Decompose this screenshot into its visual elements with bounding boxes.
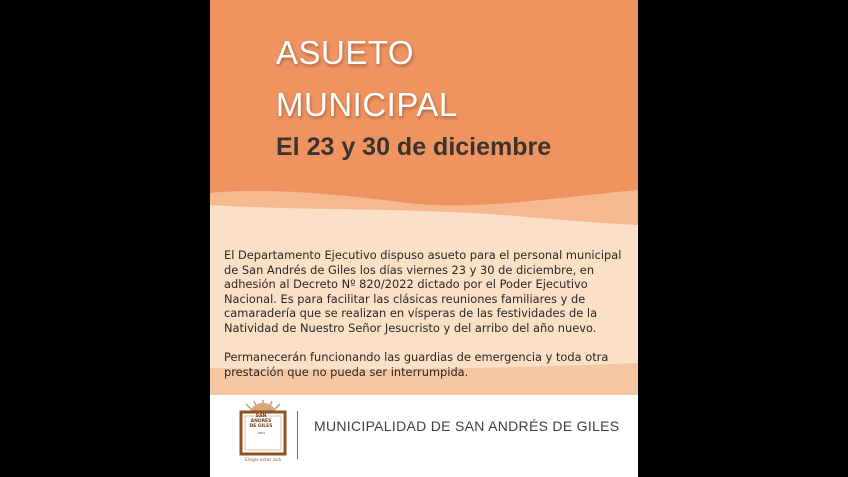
municipal-sun-logo [232, 398, 294, 470]
body-line: Nacional. Es para facilitar las clásicas reuniones familiares y de [224, 291, 586, 306]
headline-subtitle: El 23 y 30 de diciembre [276, 133, 552, 161]
logo-line: DE GILES [249, 424, 273, 429]
body-paragraph-2 [224, 350, 636, 379]
footer-bar [210, 395, 638, 477]
body-paragraph-1 [224, 248, 636, 336]
logo-line: SAN [255, 414, 267, 419]
municipality-name: MUNICIPALIDAD DE SAN ANDRÉS DE GILES [314, 418, 620, 434]
logo-line: ANDRÉS [250, 419, 272, 424]
announcement-body [224, 248, 636, 394]
body-line: Natividad de Nuestro Señor Jesucristo y del arribo del año nuevo. [224, 320, 597, 335]
headline-line-2: MUNICIPAL [276, 86, 458, 123]
body-line: El Departamento Ejecutivo dispuso asueto para el personal municipal [224, 248, 622, 262]
logo-wordmark [244, 414, 278, 429]
body-line: camaradería que se realizan en vísperas de las festividades de la [224, 306, 598, 321]
logo-slogan: Elegís estar acá [245, 458, 281, 463]
announcement-card [210, 0, 638, 477]
logo-year: 1864 [257, 431, 265, 435]
body-line: de San Andrés de Giles los días viernes 23 y 30 de diciembre, en [224, 262, 595, 277]
headline-line-1: ASUETO [276, 34, 415, 71]
body-line: prestación que no pueda ser interrumpida. [224, 364, 469, 379]
body-line: adhesión al Decreto Nº 820/2022 dictado por el Poder Ejecutivo [224, 277, 588, 292]
footer-divider [297, 411, 298, 459]
body-line: Permanecerán funcionando las guardias de emergencia y toda otra [224, 350, 609, 365]
